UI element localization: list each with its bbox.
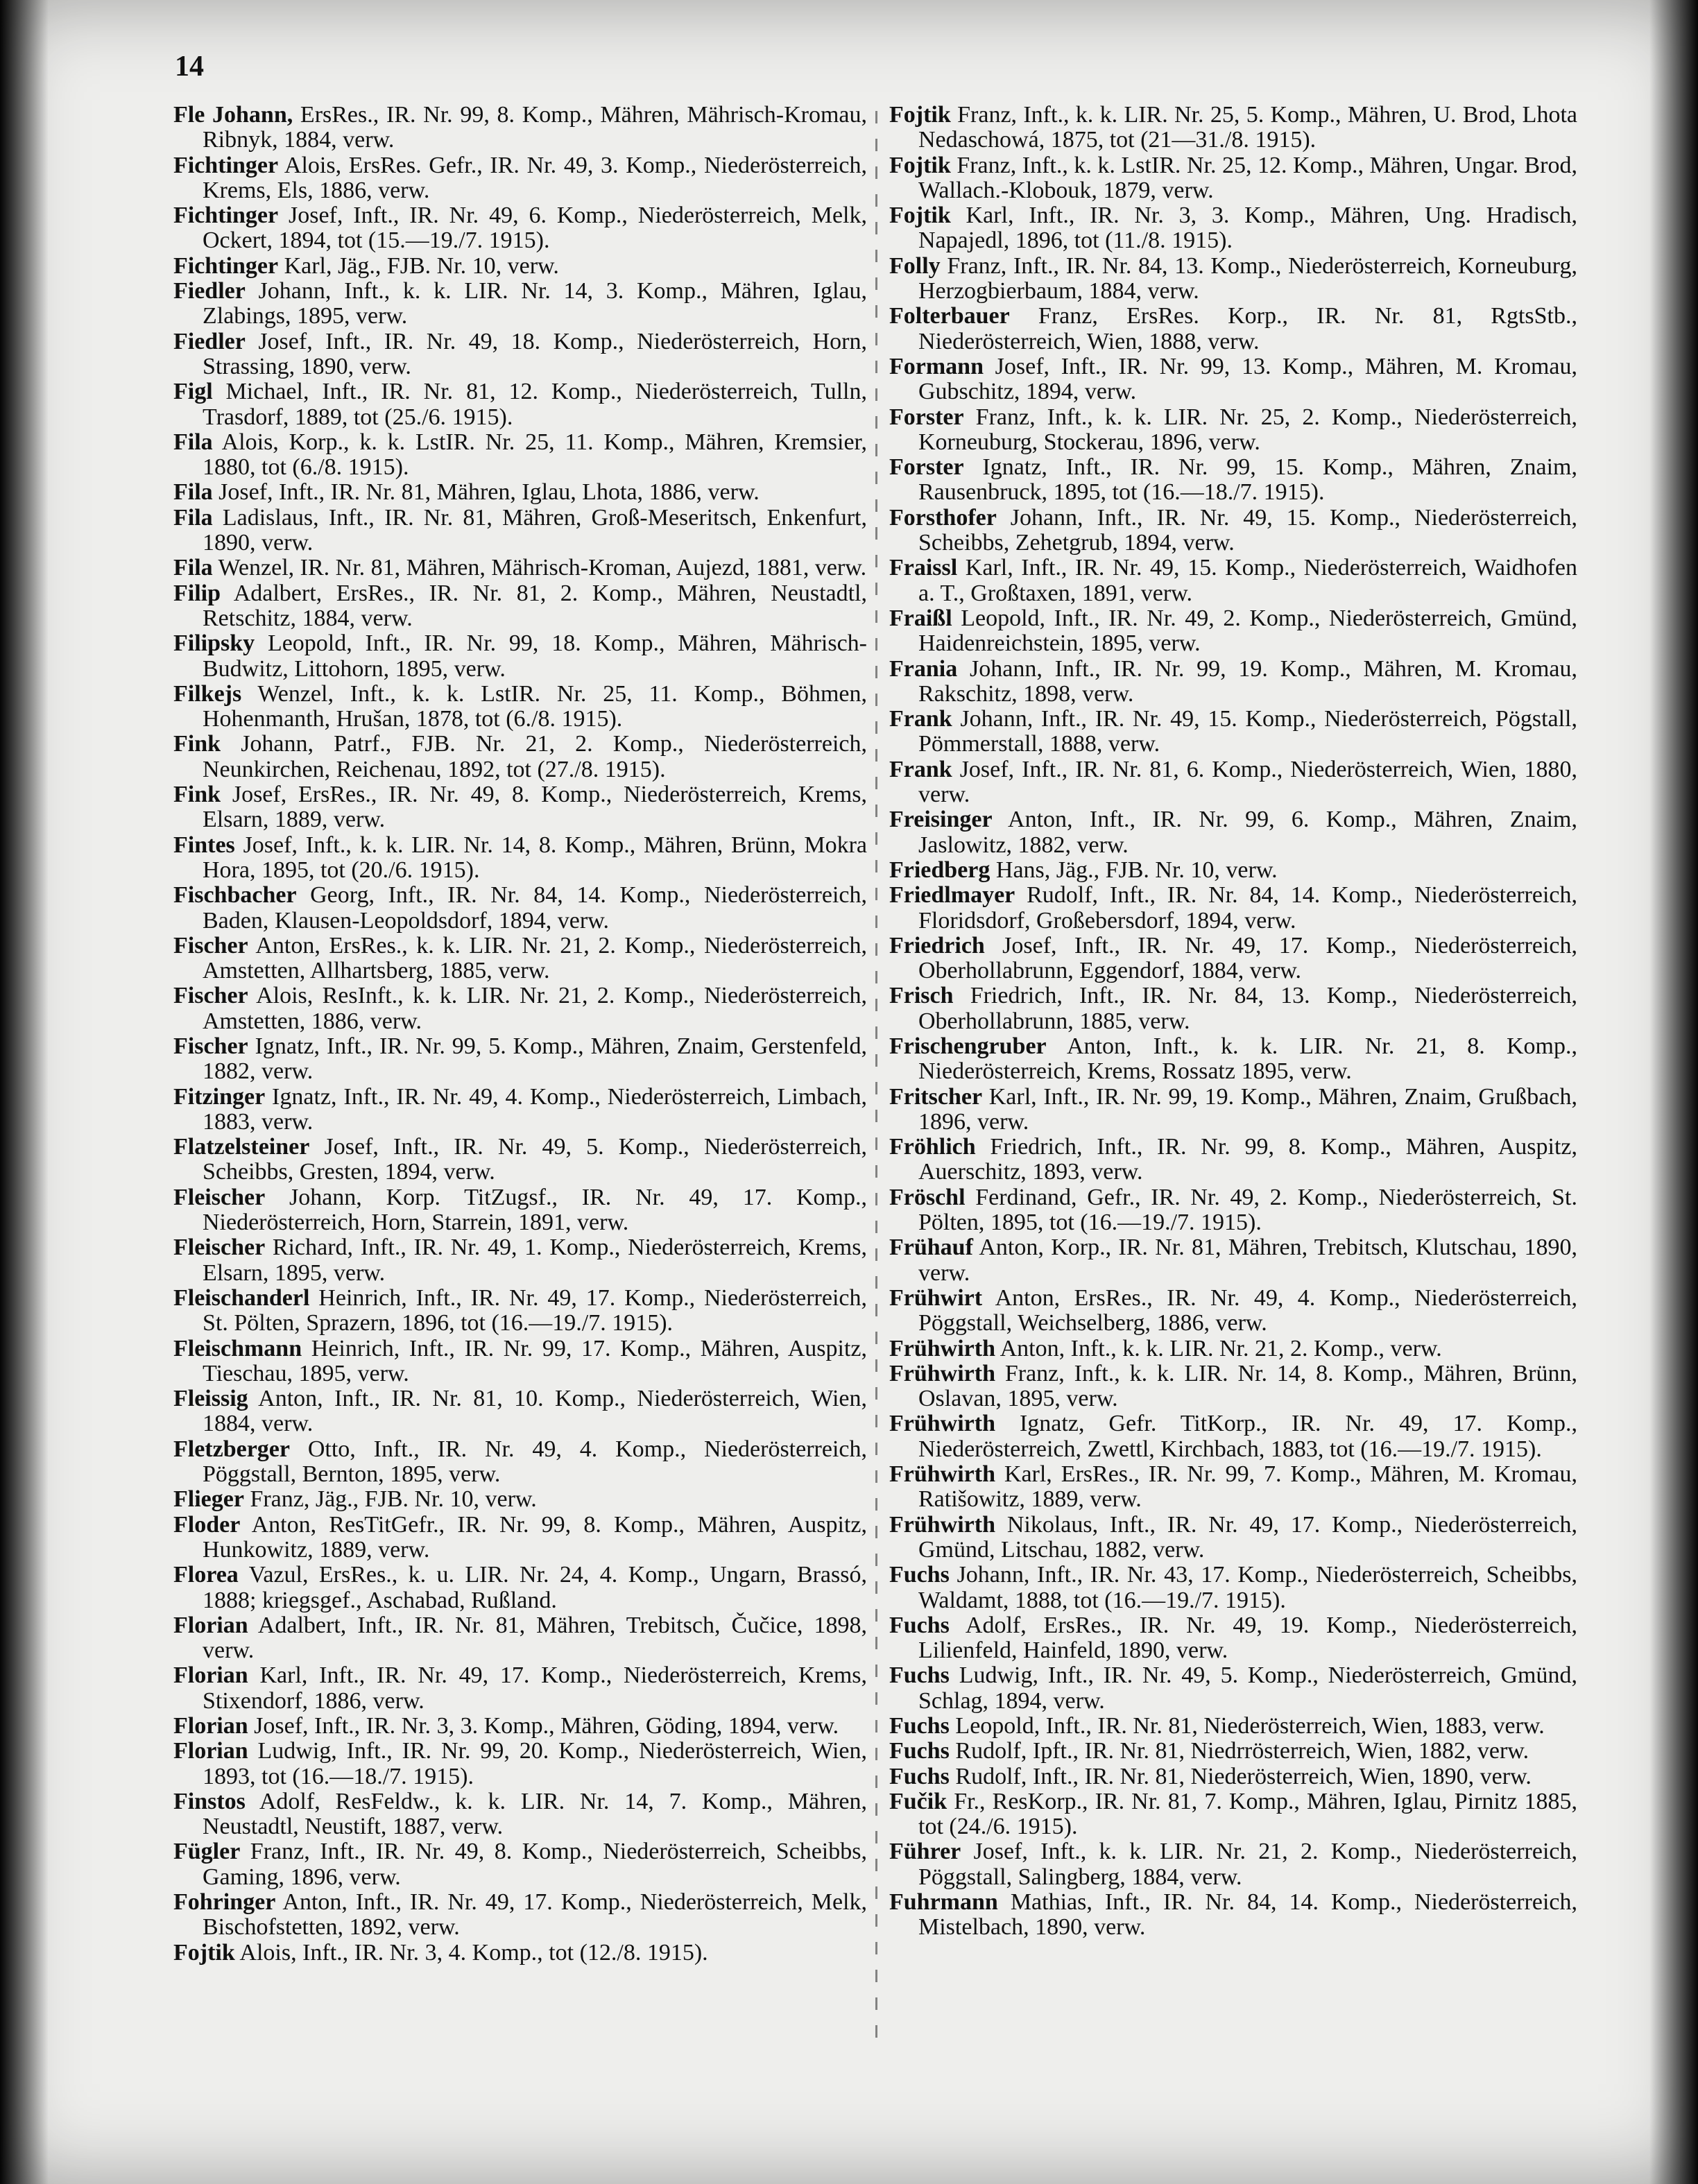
entry-details: Karl, Inft., IR. Nr. 3, 3. Komp., Mähren, Ung. Hradisch, Napajedl, 1896, tot (11./8. 1915).	[918, 203, 1577, 254]
entry-details: Alois, ErsRes. Gefr., IR. Nr. 49, 3. Komp., Niederösterreich, Krems, Els, 1886, verw.	[203, 152, 867, 203]
list-entry	[173, 1085, 867, 1135]
entry-surname: Fischer	[173, 1033, 248, 1059]
entry-details: Friedrich, Inft., IR. Nr. 84, 13. Komp., Niederösterreich, Oberhollabrunn, 1885, verw.	[918, 983, 1577, 1034]
list-entry	[889, 1613, 1577, 1664]
entry-surname: Fischer	[173, 983, 248, 1009]
entry-surname: Fuchs	[889, 1662, 950, 1689]
entry-surname: Filipsky	[173, 630, 255, 657]
entry-details: Karl, Inft., IR. Nr. 49, 15. Komp., Niederösterreich, Waidhofen a. T., Großtaxen, 1891, verw.	[918, 555, 1577, 606]
entry-details: Leopold, Inft., IR. Nr. 49, 2. Komp., Niederösterreich, Gmünd, Haidenreichstein, 1895, verw.	[918, 605, 1577, 657]
entry-surname: Folly	[889, 252, 941, 279]
list-entry	[889, 354, 1577, 405]
entry-details: Mathias, Inft., IR. Nr. 84, 14. Komp., Niederösterreich, Mistelbach, 1890, verw.	[918, 1889, 1577, 1941]
list-entry	[173, 833, 867, 884]
entry-surname: Fuchs	[889, 1562, 950, 1588]
entry-surname: Florian	[173, 1713, 248, 1739]
list-entry	[889, 934, 1577, 984]
entry-details: Alois, Korp., k. k. LstIR. Nr. 25, 11. Komp., Mähren, Kremsier, 1880, tot (6./8. 1915).	[203, 429, 867, 481]
list-entry	[173, 1286, 867, 1336]
entry-details: Anton, Inft., IR. Nr. 81, 10. Komp., Niederösterreich, Wien, 1884, verw.	[203, 1386, 867, 1437]
entry-details: Franz, Jäg., FJB. Nr. 10, verw.	[243, 1486, 537, 1513]
entry-surname: Fojtik	[889, 102, 951, 128]
entry-surname: Florian	[173, 1662, 248, 1689]
entry-details: Anton, Korp., IR. Nr. 81, Mähren, Trebitsch, Klutschau, 1890, verw.	[918, 1235, 1577, 1286]
entry-details: Karl, Jäg., FJB. Nr. 10, verw.	[278, 252, 559, 279]
list-entry	[889, 153, 1577, 204]
entry-details: Anton, ErsRes., IR. Nr. 49, 4. Komp., Niederösterreich, Pöggstall, Weichselberg, 1886, verw.	[918, 1284, 1577, 1336]
list-entry	[889, 983, 1577, 1034]
entry-surname: Filkejs	[173, 680, 242, 707]
list-entry	[889, 455, 1577, 506]
entry-surname: Fojtik	[889, 152, 951, 178]
entry-details: Otto, Inft., IR. Nr. 49, 4. Komp., Niederösterreich, Pöggstall, Bernton, 1895, verw.	[203, 1436, 867, 1488]
entry-details: Karl, Inft., IR. Nr. 49, 17. Komp., Niederösterreich, Krems, Stixendorf, 1886, verw.	[203, 1662, 867, 1714]
entry-surname: Frisch	[889, 983, 954, 1009]
entry-details: Adolf, ResFeldw., k. k. LIR. Nr. 14, 7. Komp., Mähren, Neustadtl, Neustift, 1887, verw.	[203, 1788, 867, 1840]
entry-details: Ignatz, Inft., IR. Nr. 99, 15. Komp., Mähren, Znaim, Rausenbruck, 1895, tot (16.—18./7. 1915).	[918, 454, 1577, 506]
entry-surname: Fichtinger	[173, 152, 279, 178]
list-entry	[173, 1890, 867, 1941]
list-entry	[173, 983, 867, 1034]
entry-surname: Fichtinger	[173, 252, 279, 279]
entry-details: Heinrich, Inft., IR. Nr. 49, 17. Komp., Niederösterreich, St. Pölten, Sprazern, 1896, tot (16.—19./7. 1915).	[203, 1284, 867, 1336]
entry-surname: Fojtik	[889, 203, 951, 229]
entry-surname: Fritscher	[889, 1083, 983, 1110]
entry-details: Josef, Inft., k. k. LIR. Nr. 14, 8. Komp., Mähren, Brünn, Mokra Hora, 1895, tot (20./6. 1915).	[203, 832, 867, 883]
list-entry	[889, 103, 1577, 153]
list-entry	[173, 1487, 867, 1512]
list-entry	[889, 858, 1577, 883]
entry-details: Wenzel, IR. Nr. 81, Mähren, Mährisch-Kroman, Aujezd, 1881, verw.	[212, 555, 867, 581]
entry-surname: Fügler	[173, 1839, 241, 1865]
entry-details: Josef, Inft., IR. Nr. 81, 6. Komp., Niederösterreich, Wien, 1880, verw.	[918, 756, 1577, 808]
list-entry	[173, 430, 867, 481]
entry-surname: Fleischmann	[173, 1335, 302, 1361]
entry-surname: Forster	[889, 454, 964, 481]
entry-details: Leopold, Inft., IR. Nr. 99, 18. Komp., Mähren, Mährisch-Budwitz, Littohorn, 1895, verw.	[203, 630, 867, 682]
list-entry	[173, 506, 867, 556]
list-entry	[889, 1361, 1577, 1412]
entry-surname: Filip	[173, 580, 221, 606]
entry-surname: Fila	[173, 555, 213, 581]
entry-details: Hans, Jäg., FJB. Nr. 10, verw.	[990, 857, 1278, 883]
entry-surname: Fischer	[173, 932, 248, 958]
list-entry	[173, 1663, 867, 1714]
entry-surname: Fleischer	[173, 1235, 266, 1261]
entry-details: Ladislaus, Inft., IR. Nr. 81, Mähren, Groß-Meseritsch, Enkenfurt, 1890, verw.	[203, 504, 867, 556]
list-entry	[889, 883, 1577, 934]
entry-details: Josef, Inft., k. k. LIR. Nr. 21, 2. Komp., Niederösterreich, Pöggstall, Salingberg, 1884, verw.	[918, 1839, 1577, 1890]
entry-surname: Fiedler	[173, 328, 246, 354]
list-entry	[173, 1839, 867, 1890]
list-entry	[173, 631, 867, 682]
entry-surname: Frühwirth	[889, 1335, 995, 1361]
entry-surname: Fleischer	[173, 1184, 266, 1210]
list-entry	[173, 1034, 867, 1085]
entry-details: Friedrich, Inft., IR. Nr. 99, 8. Komp., Mähren, Auspitz, Auerschitz, 1893, verw.	[918, 1134, 1577, 1185]
entry-surname: Frank	[889, 706, 952, 732]
entry-details: Ferdinand, Gefr., IR. Nr. 49, 2. Komp., Niederösterreich, St. Pölten, 1895, tot (16.—19./7. 1915).	[918, 1184, 1577, 1236]
list-entry	[889, 254, 1577, 304]
entry-details: Anton, ResTitGefr., IR. Nr. 99, 8. Komp., Mähren, Auspitz, Hunkowitz, 1889, verw.	[203, 1511, 867, 1563]
entry-surname: Fichtinger	[173, 203, 279, 229]
entry-details: Rudolf, Inft., IR. Nr. 81, Niederösterreich, Wien, 1890, verw.	[949, 1763, 1532, 1789]
list-entry	[889, 1034, 1577, 1085]
entry-surname: Fila	[173, 429, 213, 455]
entry-details: Franz, Inft., k. k. LIR. Nr. 25, 2. Komp., Niederösterreich, Korneuburg, Stockerau, 1896, verw.	[918, 404, 1577, 455]
entry-details: Josef, Inft., IR. Nr. 81, Mähren, Iglau, Lhota, 1886, verw.	[212, 479, 760, 506]
page-number: 14	[175, 51, 204, 83]
entry-surname: Finstos	[173, 1788, 246, 1814]
entry-details: Johann, Patrf., FJB. Nr. 21, 2. Komp., Niederösterreich, Neunkirchen, Reichenau, 1892, tot (27./8. 1915).	[203, 731, 867, 782]
entry-details: Johann, Inft., IR. Nr. 99, 19. Komp., Mähren, M. Kromau, Rakschitz, 1898, verw.	[918, 655, 1577, 707]
entry-surname: Fintes	[173, 832, 235, 858]
entry-details: Alois, Inft., IR. Nr. 3, 4. Komp., tot (12./8. 1915).	[234, 1939, 708, 1966]
entry-surname: Fučik	[889, 1788, 947, 1814]
entry-surname: Fleischanderl	[173, 1284, 310, 1311]
entry-details: Vazul, ErsRes., k. u. LIR. Nr. 24, 4. Komp., Ungarn, Brassó, 1888; kriegsgef., Aschabad, Rußland.	[203, 1562, 867, 1613]
entry-details: Adolf, ErsRes., IR. Nr. 49, 19. Komp., Niederösterreich, Lilienfeld, Hainfeld, 1890, verw.	[918, 1612, 1577, 1664]
list-entry	[889, 606, 1577, 657]
list-entry	[173, 203, 867, 254]
list-entry	[889, 707, 1577, 757]
entry-surname: Fuchs	[889, 1763, 950, 1789]
entry-surname: Frischengruber	[889, 1033, 1047, 1059]
list-entry	[889, 757, 1577, 808]
entry-surname: Friedberg	[889, 857, 990, 883]
entry-details: Anton, Inft., k. k. LIR. Nr. 21, 2. Komp., verw.	[995, 1335, 1442, 1361]
entry-details: Franz, ErsRes. Korp., IR. Nr. 81, RgtsStb., Niederösterreich, Wien, 1888, verw.	[918, 303, 1577, 354]
entry-details: Karl, ErsRes., IR. Nr. 99, 7. Komp., Mähren, M. Kromau, Ratišowitz, 1889, verw.	[918, 1461, 1577, 1513]
entry-details: Wenzel, Inft., k. k. LstIR. Nr. 25, 11. Komp., Böhmen, Hohenmanth, Hrušan, 1878, tot (6./8. 1915).	[203, 680, 867, 732]
entry-surname: Fischbacher	[173, 882, 297, 909]
entry-surname: Fraissl	[889, 555, 958, 581]
list-entry	[173, 1437, 867, 1488]
entry-surname: Fitzinger	[173, 1083, 266, 1110]
right-column	[889, 103, 1577, 1941]
entry-details: Ludwig, Inft., IR. Nr. 99, 20. Komp., Niederösterreich, Wien, 1893, tot (16.—18./7. 1915).	[203, 1738, 867, 1789]
entry-details: Heinrich, Inft., IR. Nr. 99, 17. Komp., Mähren, Auspitz, Tieschau, 1895, verw.	[203, 1335, 867, 1386]
right-edge-shadow	[1649, 0, 1698, 2184]
list-entry	[173, 883, 867, 934]
entry-details: Josef, Inft., IR. Nr. 3, 3. Komp., Mähren, Göding, 1894, verw.	[248, 1713, 839, 1739]
entry-details: Adalbert, ErsRes., IR. Nr. 81, 2. Komp., Mähren, Neustadtl, Retschitz, 1884, verw.	[203, 580, 867, 631]
entry-details: Franz, Inft., IR. Nr. 84, 13. Komp., Niederösterreich, Korneuburg, Herzogbierbaum, 1884, verw.	[918, 252, 1577, 304]
list-entry	[173, 254, 867, 279]
list-entry	[889, 1411, 1577, 1462]
entry-details: Anton, Inft., IR. Nr. 99, 6. Komp., Mähren, Znaim, Jaslowitz, 1882, verw.	[918, 807, 1577, 858]
list-entry	[173, 1613, 867, 1664]
list-entry	[889, 506, 1577, 556]
entry-details: Anton, ErsRes., k. k. LIR. Nr. 21, 2. Komp., Niederösterreich, Amstetten, Allhartsberg, 1885, verw.	[203, 932, 867, 984]
entry-surname: Forster	[889, 404, 964, 430]
entry-surname: Frühwirt	[889, 1284, 983, 1311]
entry-surname: Fuchs	[889, 1713, 950, 1739]
list-entry	[889, 1513, 1577, 1563]
list-entry	[173, 1336, 867, 1387]
entry-surname: Floder	[173, 1511, 241, 1538]
list-entry	[173, 1235, 867, 1286]
left-edge-shadow	[0, 0, 49, 2184]
entry-surname: Fröhlich	[889, 1134, 976, 1160]
list-entry	[889, 1286, 1577, 1336]
list-entry	[889, 1839, 1577, 1890]
entry-details: Rudolf, Ipft., IR. Nr. 81, Niedrrösterreich, Wien, 1882, verw.	[949, 1738, 1529, 1764]
entry-details: Johann, Korp. TitZugsf., IR. Nr. 49, 17. Komp., Niederösterreich, Horn, Starrein, 1891, verw.	[203, 1184, 867, 1236]
list-entry	[889, 1085, 1577, 1135]
entry-details: Richard, Inft., IR. Nr. 49, 1. Komp., Niederösterreich, Krems, Elsarn, 1895, verw.	[203, 1235, 867, 1286]
list-entry	[173, 103, 867, 153]
entry-details: ErsRes., IR. Nr. 99, 8. Komp., Mähren, Mährisch-Kromau, Ribnyk, 1884, verw.	[203, 102, 867, 153]
entry-details: Anton, Inft., k. k. LIR. Nr. 21, 8. Komp., Niederösterreich, Krems, Rossatz 1895, verw.	[918, 1033, 1577, 1085]
list-entry	[889, 1739, 1577, 1764]
list-entry	[173, 329, 867, 380]
list-entry	[173, 1739, 867, 1789]
entry-surname: Fuchs	[889, 1738, 950, 1764]
list-entry	[173, 1714, 867, 1739]
entry-surname: Frania	[889, 655, 958, 682]
list-entry	[173, 1185, 867, 1236]
entry-surname: Fohringer	[173, 1889, 276, 1916]
entry-surname: Fiedler	[173, 278, 246, 304]
entry-surname: Flatzelsteiner	[173, 1134, 310, 1160]
entry-surname: Florian	[173, 1738, 248, 1764]
entry-details: Josef, ErsRes., IR. Nr. 49, 8. Komp., Niederösterreich, Krems, Elsarn, 1889, verw.	[203, 782, 867, 833]
list-entry	[173, 480, 867, 505]
entry-surname: Florea	[173, 1562, 239, 1588]
list-entry	[889, 1663, 1577, 1714]
entry-details: Franz, Inft., k. k. LIR. Nr. 14, 8. Komp., Mähren, Brünn, Oslavan, 1895, verw.	[918, 1360, 1577, 1412]
list-entry	[173, 1513, 867, 1563]
entry-surname: Fink	[173, 782, 221, 808]
entry-surname: Fila	[173, 479, 213, 506]
entry-surname: Friedlmayer	[889, 882, 1015, 909]
list-entry	[889, 1336, 1577, 1361]
entry-details: Leopold, Inft., IR. Nr. 81, Niederösterreich, Wien, 1883, verw.	[949, 1713, 1545, 1739]
list-entry	[173, 1135, 867, 1185]
entry-surname: Forsthofer	[889, 504, 997, 531]
list-entry	[173, 556, 867, 581]
list-entry	[889, 1235, 1577, 1286]
list-entry	[173, 153, 867, 204]
entry-details: Franz, Inft., k. k. LstIR. Nr. 25, 12. Komp., Mähren, Ungar. Brod, Wallach.-Klobouk, 1879, verw.	[918, 152, 1577, 203]
entry-details: Michael, Inft., IR. Nr. 81, 12. Komp., Niederösterreich, Tulln, Trasdorf, 1889, tot (25./6. 1915).	[203, 379, 867, 430]
list-entry	[173, 934, 867, 984]
list-entry	[889, 1890, 1577, 1941]
list-entry	[173, 581, 867, 632]
list-entry	[173, 1789, 867, 1840]
entry-details: Franz, Inft., IR. Nr. 49, 8. Komp., Niederösterreich, Scheibbs, Gaming, 1896, verw.	[203, 1839, 867, 1890]
entry-details: Franz, Inft., k. k. LIR. Nr. 25, 5. Komp., Mähren, U. Brod, Lhota Nedaschowá, 1875, tot (21—31./8. 1915).	[918, 102, 1577, 153]
list-entry	[889, 405, 1577, 456]
list-entry	[889, 1462, 1577, 1513]
entry-surname: Fle Johann,	[173, 102, 293, 128]
list-entry	[889, 807, 1577, 858]
entry-details: Josef, Inft., IR. Nr. 49, 6. Komp., Niederösterreich, Melk, Ockert, 1894, tot (15.—19./7. 1915).	[203, 203, 867, 254]
entry-surname: Flieger	[173, 1486, 244, 1513]
list-entry	[173, 1386, 867, 1437]
entry-details: Karl, Inft., IR. Nr. 99, 19. Komp., Mähren, Znaim, Grußbach, 1896, verw.	[918, 1083, 1577, 1135]
entry-details: Fr., ResKorp., IR. Nr. 81, 7. Komp., Mähren, Iglau, Pirnitz 1885, tot (24./6. 1915).	[918, 1788, 1577, 1840]
entry-details: Rudolf, Inft., IR. Nr. 84, 14. Komp., Niederösterreich, Floridsdorf, Großebersdorf, 1894, verw.	[918, 882, 1577, 934]
entry-surname: Fuchs	[889, 1612, 950, 1638]
entry-details: Alois, ResInft., k. k. LIR. Nr. 21, 2. Komp., Niederösterreich, Amstetten, 1886, verw.	[203, 983, 867, 1034]
entry-surname: Fletzberger	[173, 1436, 290, 1462]
list-entry	[173, 682, 867, 732]
entry-details: Ludwig, Inft., IR. Nr. 49, 5. Komp., Niederösterreich, Gmünd, Schlag, 1894, verw.	[918, 1662, 1577, 1714]
left-column	[173, 103, 867, 1966]
list-entry	[889, 203, 1577, 254]
entry-details: Johann, Inft., IR. Nr. 49, 15. Komp., Niederösterreich, Scheibbs, Zehetgrub, 1894, verw.	[918, 504, 1577, 556]
entry-surname: Fink	[173, 731, 221, 757]
list-entry	[173, 1941, 867, 1966]
entry-surname: Frühauf	[889, 1235, 973, 1261]
list-entry	[889, 657, 1577, 707]
entry-surname: Florian	[173, 1612, 248, 1638]
entry-surname: Frühwirth	[889, 1511, 995, 1538]
entry-surname: Fraißl	[889, 605, 952, 631]
list-entry	[889, 1764, 1577, 1789]
list-entry	[173, 782, 867, 833]
entry-details: Johann, Inft., IR. Nr. 49, 15. Komp., Niederösterreich, Pögstall, Pömmerstall, 1888, verw.	[918, 706, 1577, 757]
entry-details: Ignatz, Inft., IR. Nr. 49, 4. Komp., Niederösterreich, Limbach, 1883, verw.	[203, 1083, 867, 1135]
entry-surname: Fojtik	[173, 1939, 235, 1966]
entry-surname: Führer	[889, 1839, 961, 1865]
column-divider	[875, 111, 877, 2046]
entry-details: Georg, Inft., IR. Nr. 84, 14. Komp., Niederösterreich, Baden, Klausen-Leopoldsdorf, 1894, verw.	[203, 882, 867, 934]
entry-details: Anton, Inft., IR. Nr. 49, 17. Komp., Niederösterreich, Melk, Bischofstetten, 1892, verw.	[203, 1889, 867, 1941]
list-entry	[889, 1714, 1577, 1739]
entry-surname: Formann	[889, 353, 984, 379]
entry-surname: Folterbauer	[889, 303, 1010, 329]
list-entry	[889, 556, 1577, 606]
list-entry	[889, 1563, 1577, 1613]
entry-details: Josef, Inft., IR. Nr. 49, 18. Komp., Niederösterreich, Horn, Strassing, 1890, verw.	[203, 328, 867, 379]
entry-surname: Freisinger	[889, 807, 993, 833]
entry-details: Josef, Inft., IR. Nr. 49, 5. Komp., Niederösterreich, Scheibbs, Gresten, 1894, verw.	[203, 1134, 867, 1185]
entry-details: Johann, Inft., IR. Nr. 43, 17. Komp., Niederösterreich, Scheibbs, Waldamt, 1888, tot (16.—19./7. 1915).	[918, 1562, 1577, 1613]
entry-surname: Frank	[889, 756, 952, 782]
list-entry	[173, 732, 867, 782]
list-entry	[173, 279, 867, 329]
list-entry	[889, 1135, 1577, 1185]
entry-details: Nikolaus, Inft., IR. Nr. 49, 17. Komp., Niederösterreich, Gmünd, Litschau, 1882, verw.	[918, 1511, 1577, 1563]
list-entry	[889, 1185, 1577, 1236]
entry-surname: Figl	[173, 379, 213, 405]
entry-surname: Fila	[173, 504, 213, 531]
entry-details: Josef, Inft., IR. Nr. 49, 17. Komp., Niederösterreich, Oberhollabrunn, Eggendorf, 1884, verw.	[918, 932, 1577, 984]
list-entry	[889, 304, 1577, 354]
entry-details: Johann, Inft., k. k. LIR. Nr. 14, 3. Komp., Mähren, Iglau, Zlabings, 1895, verw.	[203, 278, 867, 329]
entry-surname: Fuhrmann	[889, 1889, 998, 1916]
entry-surname: Frühwirth	[889, 1411, 995, 1437]
entry-surname: Frühwirth	[889, 1461, 995, 1488]
entry-details: Josef, Inft., IR. Nr. 99, 13. Komp., Mähren, M. Kromau, Gubschitz, 1894, verw.	[918, 353, 1577, 405]
list-entry	[173, 1563, 867, 1613]
list-entry	[889, 1789, 1577, 1840]
entry-surname: Fröschl	[889, 1184, 966, 1210]
entry-details: Ignatz, Gefr. TitKorp., IR. Nr. 49, 17. Komp., Niederösterreich, Zwettl, Kirchbach, 1883, tot (16.—19./7. 1915).	[918, 1411, 1577, 1462]
entry-details: Ignatz, Inft., IR. Nr. 99, 5. Komp., Mähren, Znaim, Gerstenfeld, 1882, verw.	[203, 1033, 867, 1085]
list-entry	[173, 379, 867, 430]
entry-surname: Fleissig	[173, 1386, 248, 1412]
entry-surname: Frühwirth	[889, 1360, 995, 1386]
entry-surname: Friedrich	[889, 932, 985, 958]
entry-details: Adalbert, Inft., IR. Nr. 81, Mähren, Trebitsch, Čučice, 1898, verw.	[203, 1612, 867, 1664]
